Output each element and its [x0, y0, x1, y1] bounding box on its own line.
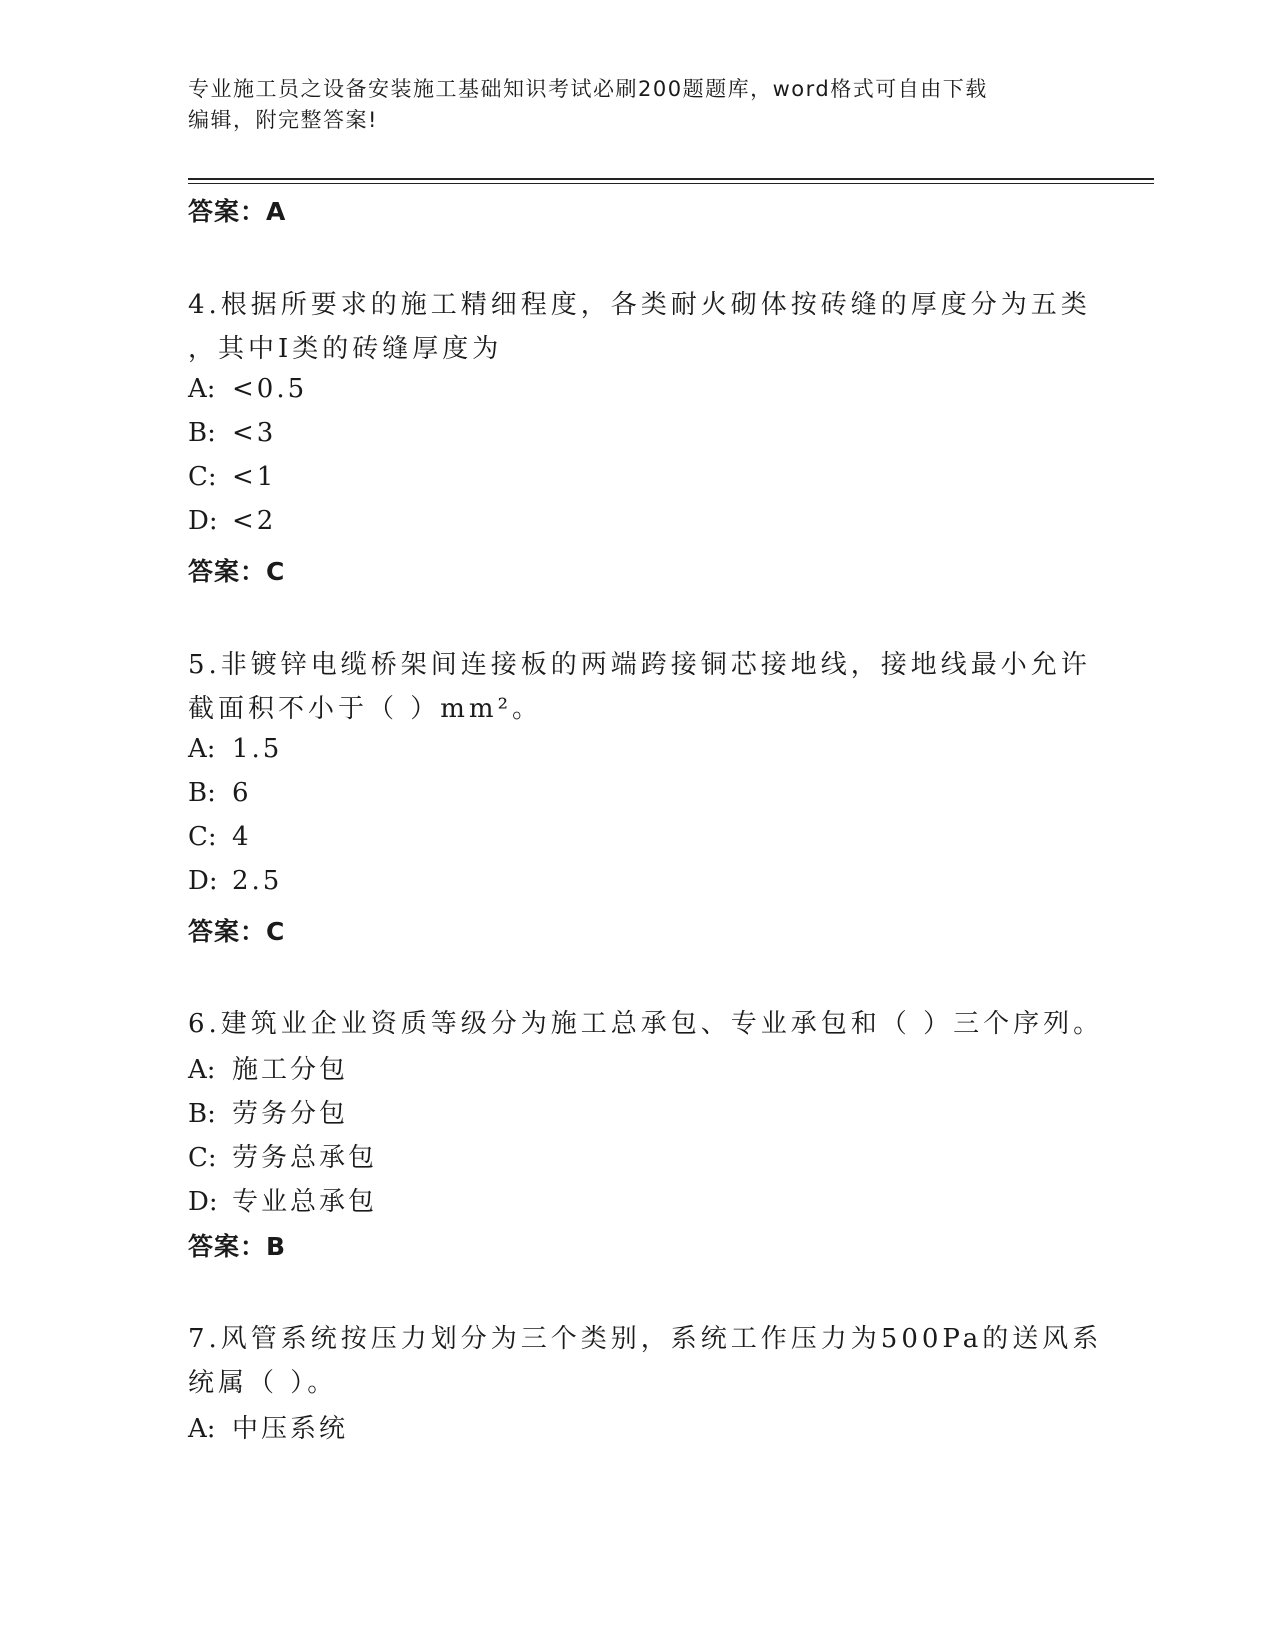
q5-option-a: A: 1.5 — [188, 734, 283, 764]
q5-option-c: C: 4 — [188, 822, 252, 852]
header-rule-thick — [188, 178, 1154, 180]
q5-text-line-2: 截面积不小于（ ）mm²。 — [188, 694, 542, 724]
q5-option-d: D: 2.5 — [188, 866, 283, 896]
document-header — [188, 74, 1088, 136]
q7-text-line-2: 统属（ ）。 — [188, 1368, 338, 1398]
q6-text-line-1: 6.建筑业企业资质等级分为施工总承包、专业承包和（ ）三个序列。 — [188, 1009, 1104, 1039]
answer-prev: 答案：A — [188, 197, 287, 226]
q5-answer: 答案：C — [188, 917, 286, 946]
q6-answer: 答案：B — [188, 1232, 287, 1261]
header-line-2: 编辑，附完整答案! — [188, 108, 378, 132]
q6-option-c: C: 劳务总承包 — [188, 1143, 378, 1173]
q4-option-a: A: <0.5 — [188, 374, 308, 404]
q7-option-a: A: 中压系统 — [188, 1414, 349, 1444]
q4-text-line-1: 4.根据所要求的施工精细程度，各类耐火砌体按砖缝的厚度分为五类 — [188, 290, 1091, 320]
q6-option-b: B: 劳务分包 — [188, 1099, 349, 1129]
q6-option-a: A: 施工分包 — [188, 1055, 349, 1085]
header-line-1: 专业施工员之设备安装施工基础知识考试必刷200题题库，word格式可自由下载 — [188, 77, 988, 101]
q4-answer: 答案：C — [188, 557, 286, 586]
q4-option-c: C: <1 — [188, 462, 277, 492]
q4-option-b: B: <3 — [188, 418, 277, 448]
q6-option-d: D: 专业总承包 — [188, 1187, 378, 1217]
q7-text-line-1: 7.风管系统按压力划分为三个类别，系统工作压力为500Pa的送风系 — [188, 1324, 1103, 1354]
q5-option-b: B: 6 — [188, 778, 252, 808]
q4-text-line-2: ，其中Ⅰ类的砖缝厚度为 — [188, 334, 503, 364]
q5-text-line-1: 5.非镀锌电缆桥架间连接板的两端跨接铜芯接地线，接地线最小允许 — [188, 650, 1091, 680]
header-rule-thin — [188, 183, 1154, 184]
q4-option-d: D: <2 — [188, 506, 277, 536]
